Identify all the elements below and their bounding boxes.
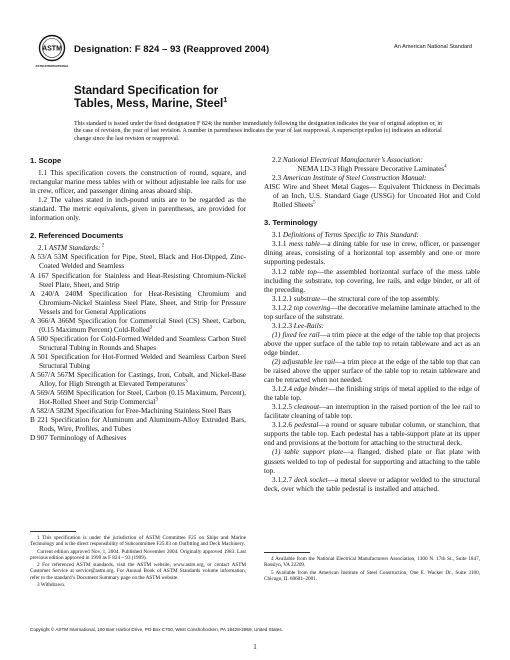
designation: Designation: F 824 – 93 (Reapproved 2004)	[74, 44, 270, 55]
reference-list	[30, 253, 246, 443]
term-definitions-label: 3.1 Definitions of Terms Specific to This Standard:	[272, 231, 419, 240]
footnote-rule-right	[264, 552, 310, 553]
footnote-rule-left	[30, 531, 76, 532]
term-edge-binder: 3.1.2.4 edge binder—the finishing strips of metal applied to the edge of the table top.	[264, 385, 481, 403]
terminology-heading: 3. Terminology	[264, 218, 318, 228]
term-table-support-plate: (1) table support plate—a flanged, dished plate or flat plate with gussets welded to top of pedestal for supporting and attaching to the table top.	[264, 448, 480, 475]
scope-heading: 1. Scope	[30, 156, 62, 165]
reference-item: A 366/A 366M Specification for Commercial Steel (CS) Sheet, Carbon, (0.15 Maximum Percent) Cold-Rolled$^3$	[30, 316, 246, 334]
reference-item: A 53/A 53M Specification for Pipe, Steel, Black and Hot-Dipped, Zinc-Coated Welded and Seamless	[30, 253, 246, 271]
term-adjustable-lee-rail: (2) adjustable lee rail—a trim piece at the edge of the table top that can be raised above the upper surface of the table top to retain tableware and can be retracted when not needed.	[264, 357, 480, 385]
reference-item: A 167 Specification for Stainless and Heat-Resisting Chromium-Nickel Steel Plate, Sheet, and Strip	[30, 271, 246, 289]
organization-label: An American National Standard	[394, 44, 473, 50]
term-table-top: 3.1.2 table top—the assembled horizontal surface of the mess table including the substrate, top covering, lee rails, and edge binder, or all of the preceding.	[264, 267, 481, 294]
scope-paragraph: 1.1 This specification covers the construction of round, square, and rectangular marine mess tables with or without adjustable lee rails for use in crew, officer, and passenger dining areas aboard ship.	[30, 169, 246, 196]
footnotes-left	[30, 535, 246, 589]
reference-item: B 221 Specification for Aluminum and Aluminum-Alloy Extruded Bars, Rods, Wire, Profiles, and Tubes	[30, 416, 246, 434]
term-pedestal: 3.1.2.6 pedestal—a round or square tubular column, or stanchion, that supports the table top. Each pedestal has a table-support plate at its upper end and provisions at the bottom for attaching to the structural deck.	[264, 421, 480, 448]
document-title	[74, 84, 314, 110]
page-number: 1	[253, 643, 257, 651]
footnote: 3 Withdrawn.	[37, 582, 66, 589]
footnote: Current edition approved Nov. 1, 2004. Published November 2004. Originally approved 1983. Last previous edition approved in 1999 as F 824 – 93 (1999).	[30, 548, 246, 561]
right-column	[264, 156, 480, 494]
title-footnote-mark: 1	[223, 97, 228, 105]
scope-paragraph: 1.2 The values stated in inch-pound units are to be regarded as the standard. The metric equivalents, given in parentheses, are provided for information only.	[30, 196, 246, 223]
aisc-reference: AISC Wire and Sheet Metal Gages— Equivalent Thickness in Decimals of an Inch, U.S. Standard Gage (USSG) for Uncoated Hot and Cold Rolled Sheets$^5$	[264, 183, 480, 210]
reference-item: D 907 Terminology of Adhesives	[30, 434, 127, 443]
nema-label: 2.2 National Electrical Manufacturer’s Association:	[272, 156, 423, 164]
reference-item: A 569/A 569M Specification for Steel, Carbon (0.15 Maximum, Percent), Hot-Rolled Sheet and Strip Commercial$^3$	[30, 389, 246, 407]
term-lee-rails: 3.1.2.3 Lee-Rails:	[272, 321, 324, 330]
logo-caption: ASTM INTERNATIONAL	[35, 64, 69, 68]
term-substrate: 3.1.2.1 substrate—the structural core of the top assembly.	[272, 294, 440, 303]
references-heading: 2. Referenced Documents	[30, 231, 124, 241]
copyright-notice: Copyright © ASTM International, 100 Barr Harbor Drive, PO Box C700, West Conshohocken, PA 19428-2959, United States.	[30, 627, 283, 632]
reference-item: A 500 Specification for Cold-Formed Welded and Seamless Carbon Steel Structural Tubing in Rounds and Shapes	[30, 334, 246, 352]
reference-item: A 582/A 582M Specification for Free-Machining Stainless Steel Bars	[30, 407, 232, 416]
svg-text:ASTM: ASTM	[42, 45, 62, 53]
left-column	[30, 156, 246, 443]
footnote: 4 Available from the National Electrical Manufacturers Association, 1300 N. 17th St., Suite 1847, Rosslyn, VA 22209.	[264, 556, 480, 569]
title-line-2: Tables, Mess, Marine, Steel$^1$	[74, 97, 228, 110]
term-mess-table: 3.1.1 mess table—a dining table for use in crew, officer, or passenger dining areas, consisting of a horizontal top assembly and one or more supporting pedestals.	[264, 240, 481, 267]
title-line-1: Standard Specification for	[74, 84, 219, 97]
reference-item: A 567/A 567M Specification for Castings, Iron, Cobalt, and Nickel-Base Alloy, for High Strength at Elevated Temperatures$^3$	[30, 371, 246, 389]
footnote: 5 Available from the American Institute of Steel Construction, One E. Wacker Dr., Suite 3100, Chicago, IL 60601–2001.	[264, 569, 480, 582]
reference-item: A 501 Specification for Hot-Formed Welded and Seamless Carbon Steel Structural Tubing	[30, 352, 246, 370]
nema-reference: NEMA LD-3 High Pressure Decorative Laminates$^4$	[297, 164, 447, 174]
term-fixed-lee-rail: (1) fixed lee rail—a trim piece at the edge of the table top that projects above the upper surface of the table top to retain tableware and act as an edge binder.	[264, 330, 480, 357]
standard-intro: This standard is issued under the fixed designation F 824; the number immediately following the designation indicates the year of original adoption or, in the case of revision, the year of last revision. A number in parentheses indicates the year of last reapproval. A superscript epsilon (ε) indicates an editorial change since the last revision or reapproval.	[74, 121, 443, 142]
term-deck-socket: 3.1.2.7 deck socket—a metal sleeve or adaptor welded to the structural deck, over which the table pedestal is installed and attached.	[264, 475, 480, 493]
footnote: 2 For referenced ASTM standards, visit the ASTM website, www.astm.org, or contact ASTM Customer Service at service@astm.org. For Annual Book of ASTM Standards volume information, refer to the standard’s Document Summary page on the ASTM website.	[30, 562, 246, 581]
term-top-covering: 3.1.2.2 top covering—the decorative melamine laminate attached to the top surface of the substrate.	[264, 303, 480, 321]
term-cleanout: 3.1.2.5 cleanout—an interruption in the raised portion of the lee rail to facilitate cleaning of table top.	[264, 403, 480, 421]
aisc-label: 2.3 American Institute of Steel Construction Manual:	[272, 174, 427, 183]
footnotes-right	[264, 556, 480, 583]
astm-logo-icon	[35, 34, 69, 74]
footnote: 1 This specification is under the jurisdiction of ASTM Committee F25 on Ships and Marine Technology and is the direct responsibility of Subcommittee F25.03 on Outfitting and Deck Machinery.	[30, 535, 246, 548]
astm-standards-label: 2.1 ASTM Standards: $^2$	[38, 243, 105, 253]
reference-item: A 240/A 240M Specification for Heat-Resisting Chromium and Chromium-Nickel Stainless Steel Plate, Sheet, and Strip for Pressure Vessels and for General Applications	[30, 289, 246, 316]
